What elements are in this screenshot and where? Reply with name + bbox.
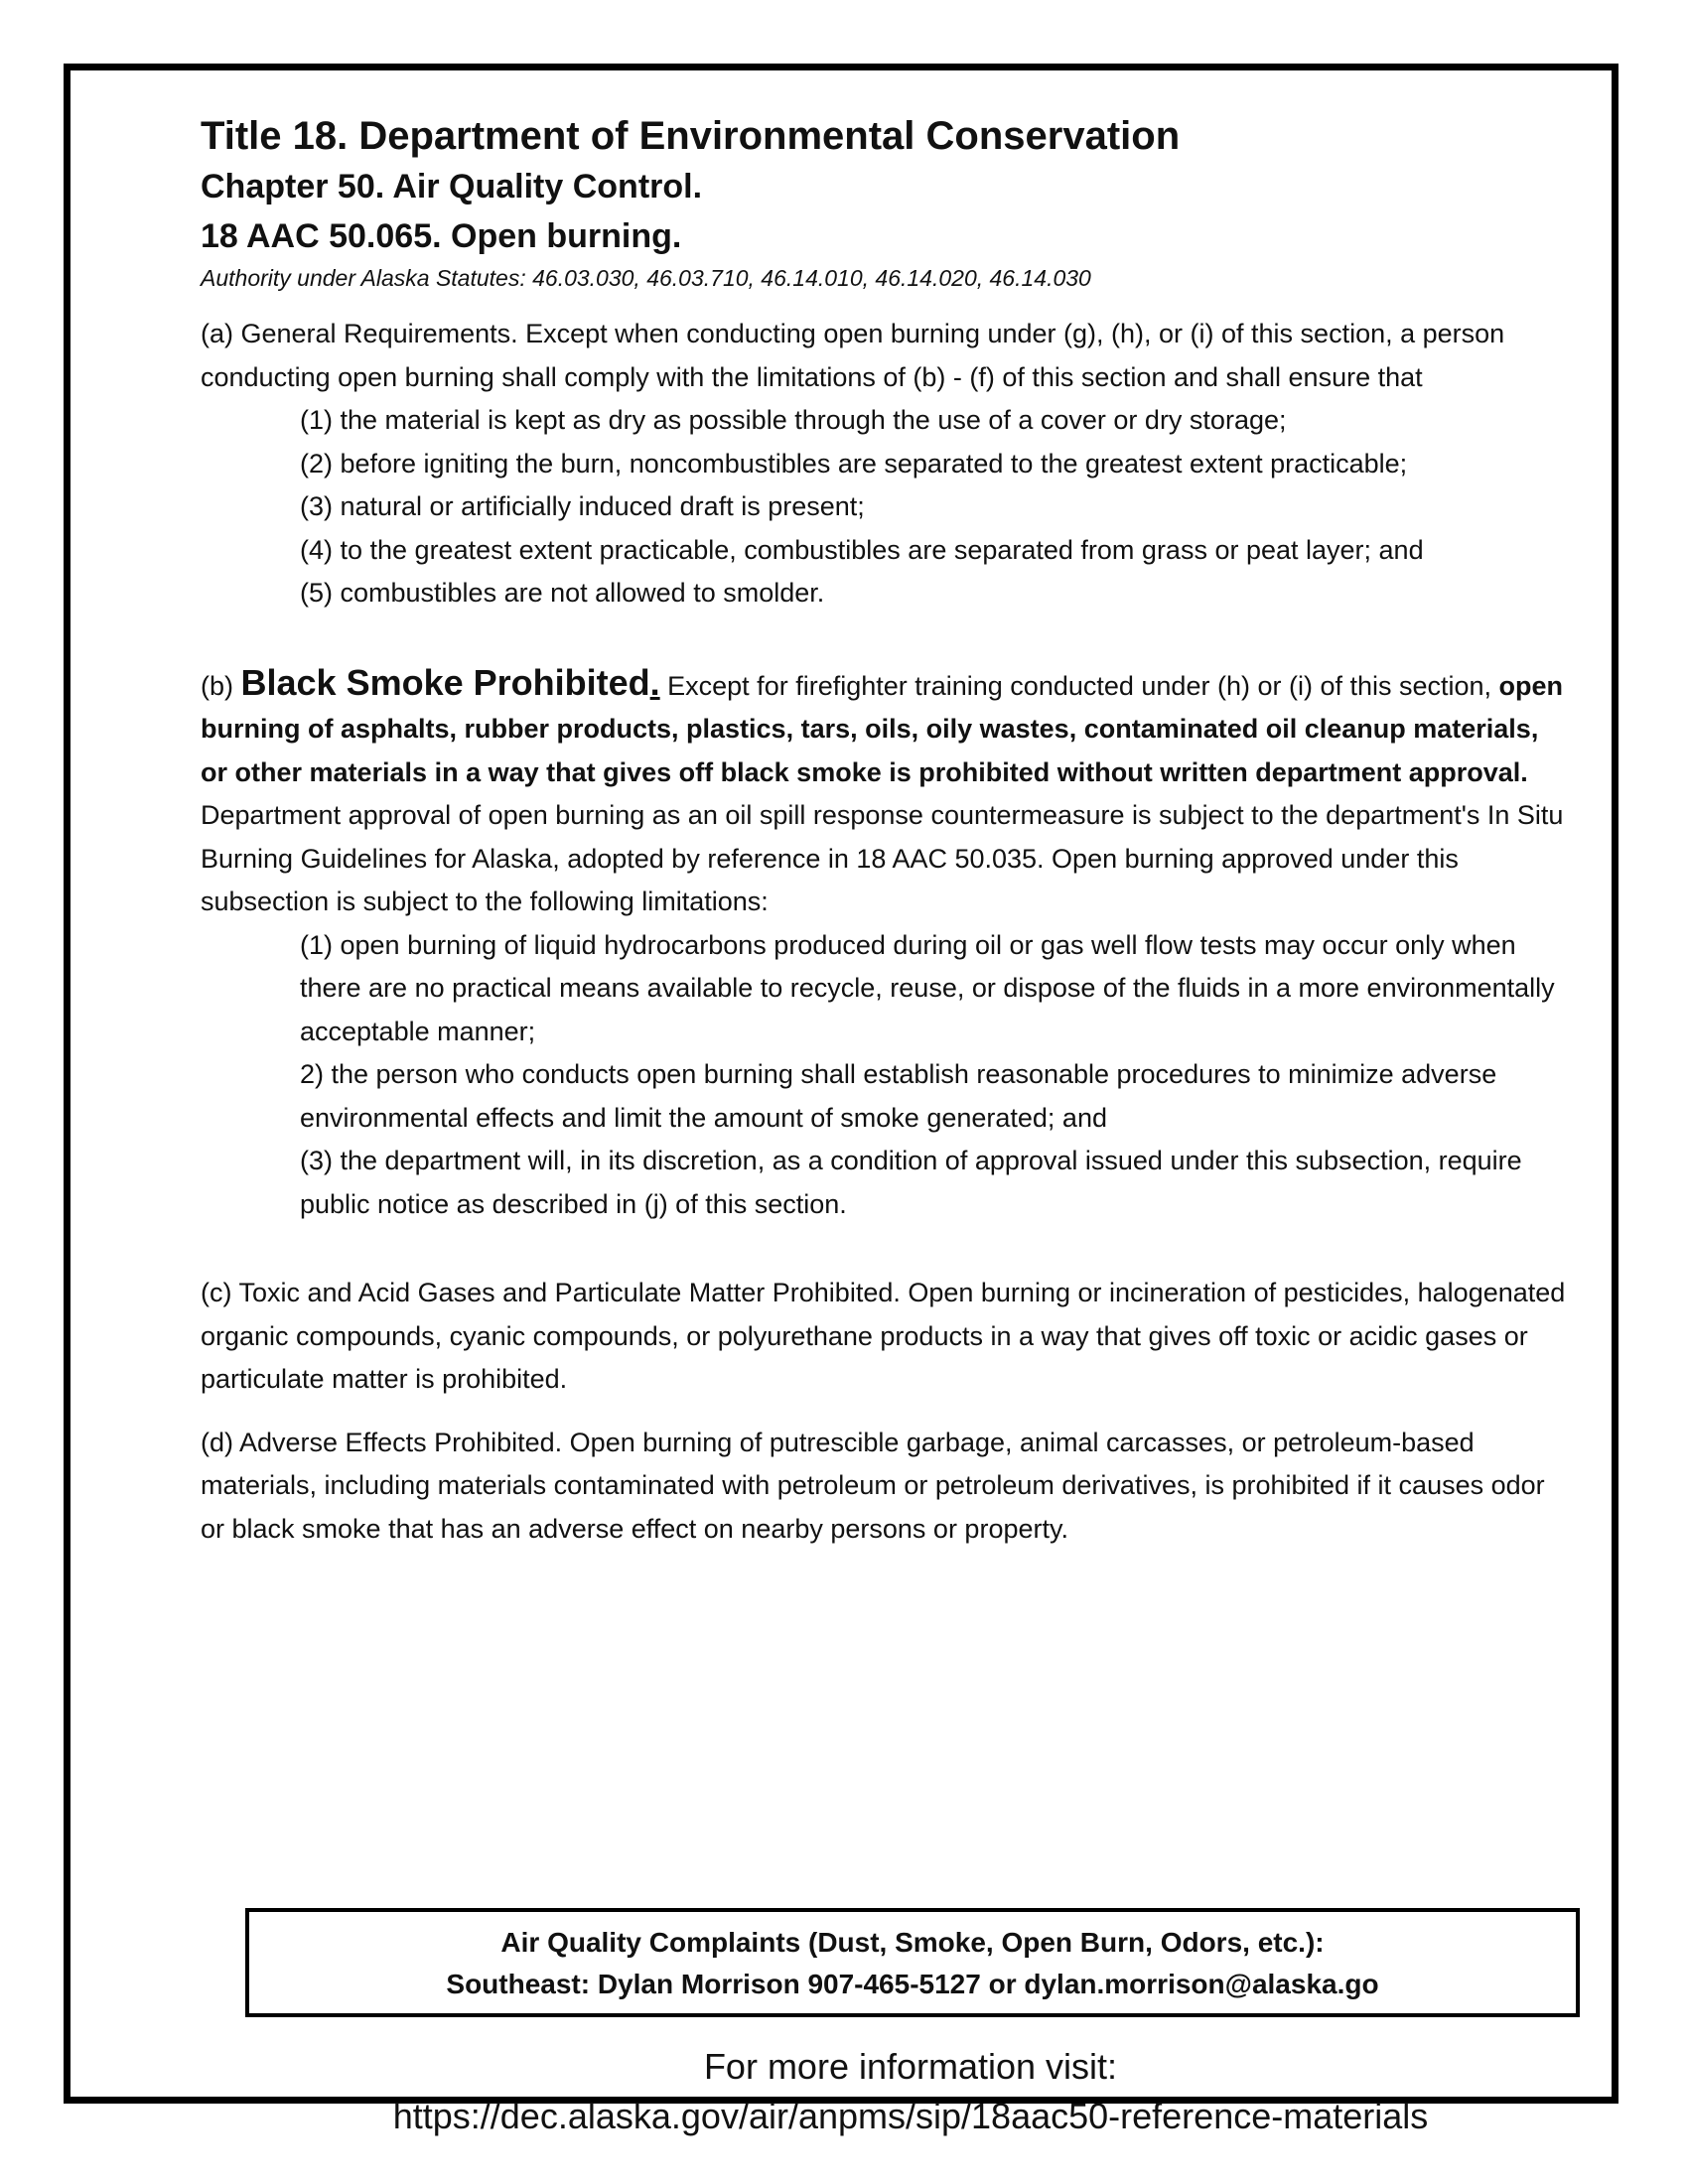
list-item: (3) natural or artificially induced draft is present;	[300, 491, 865, 521]
contact-details: Southeast: Dylan Morrison 907-465-5127 or dylan.morrison@alaska.go	[446, 1969, 1379, 1999]
list-item: (4) to the greatest extent practicable, combustibles are separated from grass or peat layer; and	[300, 534, 1424, 565]
list-item: (1) the material is kept as dry as possible through the use of a cover or dry storage;	[300, 405, 1287, 435]
contact-box	[245, 1908, 1580, 2017]
section-a-list	[300, 399, 1571, 615]
chapter-heading: Chapter 50. Air Quality Control.	[201, 168, 703, 205]
more-info	[201, 2042, 1620, 2141]
authority-line: Authority under Alaska Statutes: 46.03.030, 46.03.710, 46.14.010, 46.14.020, 46.14.030	[201, 265, 1091, 291]
section-d-paragraph: (d) Adverse Effects Prohibited. Open burning of putrescible garbage, animal carcasses, or petroleum-based materials, including materials contaminated with petroleum or petroleum derivatives, is prohibited if it causes odor or black smoke that has an adverse effect on nearby persons or property.	[201, 1427, 1545, 1544]
list-item: (2) before igniting the burn, noncombustibles are separated to the greatest extent practicable;	[300, 448, 1408, 478]
more-info-label: For more information visit:	[703, 2046, 1118, 2087]
list-item: (1) open burning of liquid hydrocarbons produced during oil or gas well flow tests may occur only when there are no practical means available to recycle, reuse, or dispose of the fluids in a more environmentally acceptable manner;	[300, 929, 1555, 1046]
section-b-text-2: Department approval of open burning as an oil spill response countermeasure is subject to the department's In Situ Burning Guidelines for Alaska, adopted by reference in 18 AAC 50.035. Open burning approved under this subsection is subject to the following limitations:	[201, 800, 1564, 916]
contact-heading: Air Quality Complaints (Dust, Smoke, Open Burn, Odors, etc.):	[500, 1927, 1325, 1958]
more-info-url[interactable]: https://dec.alaska.gov/air/anpms/sip/18aac50-reference-materials	[392, 2096, 1429, 2136]
document-title: Title 18. Department of Environmental Conservation	[201, 114, 1181, 158]
document-body	[201, 110, 1571, 1551]
section-heading: 18 AAC 50.065. Open burning.	[201, 217, 682, 255]
section-b-bold-text: open burning of asphalts, rubber products, plastics, tars, oils, oily wastes, contaminated oil cleanup materials, or other materials in a way that gives off black smoke is prohibited without written department approval.	[201, 670, 1564, 787]
section-b-prefix: (b)	[201, 670, 241, 701]
list-item: (5) combustibles are not allowed to smolder.	[300, 578, 825, 608]
section-b-list	[300, 924, 1571, 1227]
list-item: 2) the person who conducts open burning shall establish reasonable procedures to minimize adverse environmental effects and limit the amount of smoke generated; and	[300, 1059, 1497, 1133]
section-b-paragraph	[201, 661, 1571, 924]
section-b-heading-period: .	[649, 661, 660, 703]
section-c-paragraph: (c) Toxic and Acid Gases and Particulate Matter Prohibited. Open burning or incineration of pesticides, halogenated organic compounds, cyanic compounds, or polyurethane products in a way that gives off toxic or acidic gases or particulate matter is prohibited.	[201, 1278, 1566, 1394]
section-b-text-1: Except for firefighter training conducted under (h) or (i) of this section,	[659, 670, 1499, 701]
section-a-paragraph: (a) General Requirements. Except when conducting open burning under (g), (h), or (i) of this section, a person conducting open burning shall comply with the limitations of (b) - (f) of this section and shall ensure that	[201, 319, 1505, 392]
list-item: (3) the department will, in its discretion, as a condition of approval issued under this subsection, require public notice as described in (j) of this section.	[300, 1146, 1522, 1219]
page-border	[64, 64, 1618, 2136]
section-b-heading: Black Smoke Prohibited	[240, 661, 650, 703]
